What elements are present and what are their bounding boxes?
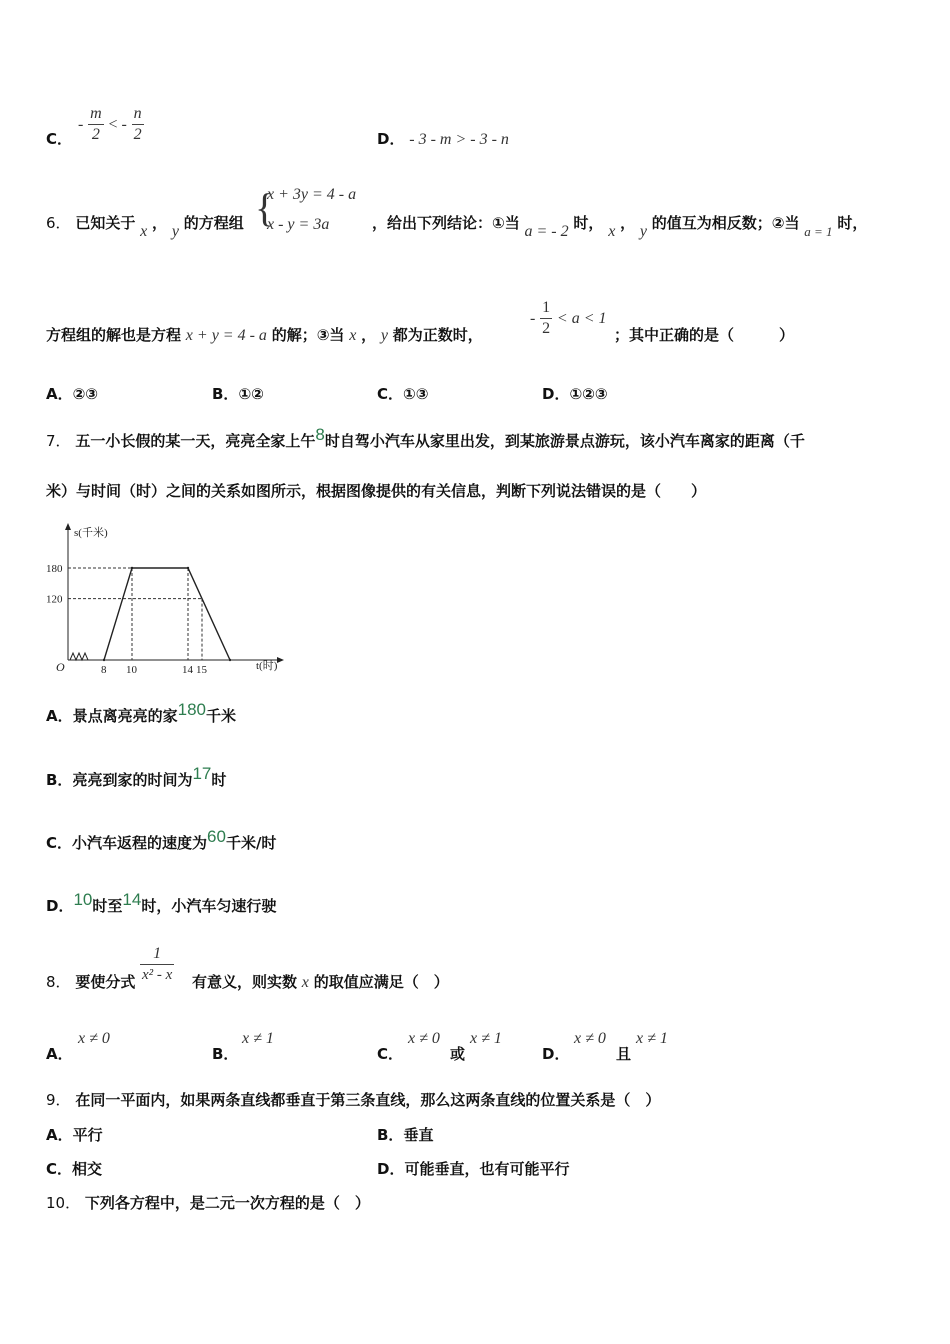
q7-option-d[interactable]: D．10时至14时，小汽车匀速行驶 bbox=[46, 890, 277, 915]
data-point bbox=[131, 567, 133, 569]
q8-option-b[interactable]: B． bbox=[212, 1045, 239, 1063]
x-axis-label: t(时) bbox=[256, 660, 278, 672]
q7-line-2: 米）与时间（时）之间的关系如图所示，根据图像提供的有关信息，判断下列说法错误的是（ ） bbox=[46, 482, 707, 500]
q8-option-d-expr2: x ≠ 1 bbox=[636, 1030, 668, 1047]
q7-option-c[interactable]: C．小汽车返程的速度为60千米/时 bbox=[46, 827, 277, 852]
option-label: D． bbox=[377, 130, 405, 148]
q6-line-1-rest: ，给出下列结论：①当 a = - 2 时， x ， y 的值互为相反数；②当 a = 1 时， bbox=[372, 214, 868, 240]
y-axis-arrow-icon bbox=[65, 523, 71, 530]
distance-line bbox=[104, 568, 230, 660]
y-axis-label: s(千米) bbox=[74, 527, 108, 539]
q8-line: 8． 要使分式 bbox=[46, 973, 136, 991]
q8-option-d-join: 且 bbox=[616, 1045, 632, 1063]
x-tick-label: 8 bbox=[101, 664, 107, 676]
q8-option-b-expr: x ≠ 1 bbox=[242, 1030, 274, 1047]
q6-line-2: 方程组的解也是方程 x + y = 4 - a 的解；③当 x ， y 都为正数时， bbox=[46, 326, 483, 344]
q9-option-a[interactable]: A．平行 bbox=[46, 1126, 103, 1144]
question-number: 6． bbox=[46, 214, 71, 232]
q7-line-1: 7． 五一小长假的某一天，亮亮全家上午8时自驾小汽车从家里出发，到某旅游景点游玩，该小汽车离家的距离（千 bbox=[46, 425, 805, 450]
x-axis-arrow-icon bbox=[277, 657, 284, 663]
q8-option-c-join: 或 bbox=[450, 1045, 466, 1063]
q8-option-a[interactable]: A． bbox=[46, 1045, 73, 1063]
fraction: $\frac{1}{2}$ bbox=[542, 299, 551, 337]
option-expr: - 3 - m > - 3 - n bbox=[409, 131, 509, 148]
q8-fraction: $\frac{1}{\text{x² - x}}$ bbox=[142, 945, 173, 983]
question-number: 10． bbox=[46, 1194, 81, 1212]
q6-option-b[interactable]: B．①② bbox=[212, 385, 264, 403]
q8-option-d-expr: x ≠ 0 bbox=[574, 1030, 606, 1047]
q6-range: - $\frac{1}{2}$ < a < 1 bbox=[530, 299, 607, 337]
question-number: 7． bbox=[46, 432, 71, 450]
origin-label: O bbox=[56, 660, 65, 674]
q7-option-b[interactable]: B．亮亮到家的时间为17时 bbox=[46, 764, 227, 789]
q6-option-c[interactable]: C．①③ bbox=[377, 385, 429, 403]
data-point bbox=[187, 567, 189, 569]
q6-option-d[interactable]: D．①②③ bbox=[542, 385, 608, 403]
y-tick-label: 180 bbox=[46, 563, 63, 575]
q8-option-d[interactable]: D． bbox=[542, 1045, 570, 1063]
question-number: 8． bbox=[46, 973, 71, 991]
q9-line: 9． 在同一平面内，如果两条直线都垂直于第三条直线，那么这两条直线的位置关系是（ ） bbox=[46, 1091, 661, 1109]
data-point bbox=[229, 659, 231, 661]
brace-icon: { bbox=[255, 185, 275, 230]
x-tick-label: 15 bbox=[196, 664, 207, 676]
y-tick-label: 120 bbox=[46, 593, 63, 606]
q7-option-a[interactable]: A．景点离亮亮的家180千米 bbox=[46, 700, 237, 725]
q5-option-c[interactable] bbox=[46, 128, 72, 149]
x-tick-label: 10 bbox=[126, 664, 137, 676]
q6-line-2-end: ；其中正确的是（ ） bbox=[614, 326, 795, 344]
axis-break-icon bbox=[70, 653, 88, 660]
fraction: $\frac{n}{2}$ bbox=[133, 105, 142, 143]
q8-option-c[interactable]: C． bbox=[377, 1045, 404, 1063]
option-label: C． bbox=[46, 130, 73, 148]
q8-option-c-expr: x ≠ 0 bbox=[408, 1030, 440, 1047]
q5-option-d[interactable] bbox=[377, 128, 509, 149]
q9-option-d[interactable]: D．可能垂直，也有可能平行 bbox=[377, 1160, 570, 1178]
question-number: 9． bbox=[46, 1091, 71, 1109]
q9-option-c[interactable]: C．相交 bbox=[46, 1160, 103, 1178]
fraction: $\frac{m}{2}$ bbox=[90, 105, 102, 143]
distance-time-chart bbox=[44, 520, 294, 680]
x-tick-label: 14 bbox=[182, 664, 193, 676]
q8-line-rest: 有意义，则实数 x 的取值应满足（ ） bbox=[192, 973, 449, 991]
q8-option-c-expr2: x ≠ 1 bbox=[470, 1030, 502, 1047]
data-point bbox=[103, 659, 105, 661]
q9-option-b[interactable]: B．垂直 bbox=[377, 1126, 434, 1144]
q6-option-a[interactable]: A．②③ bbox=[46, 385, 99, 403]
q6-line-1: 6． 已知关于 x ， y 的方程组 bbox=[46, 214, 244, 240]
q8-option-a-expr: x ≠ 0 bbox=[78, 1030, 110, 1047]
q5-option-c-expr: - $\frac{m}{2}$ < - $\frac{n}{2}$ bbox=[78, 105, 142, 143]
q10-line: 10． 下列各方程中，是二元一次方程的是（ ） bbox=[46, 1194, 370, 1212]
